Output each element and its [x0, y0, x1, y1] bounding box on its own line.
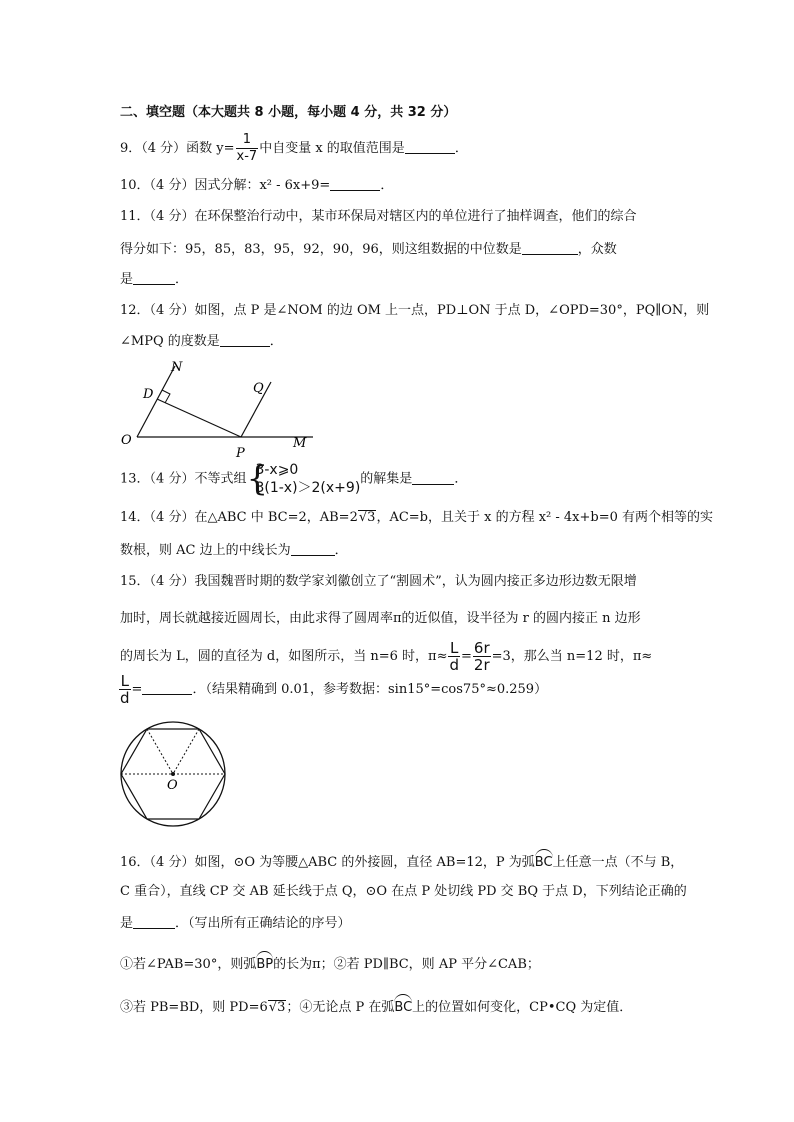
answer-blank[interactable] [412, 470, 454, 485]
question-14-line-1: 14．（4 分）在△ABC 中 BC=2，AB=2√3，AC=b，且关于 x 的方程 x² - 4x+b=0 有两个相等的实 [120, 510, 714, 525]
fraction: $\frac{1}{x-7}$ [236, 132, 258, 164]
label-m: M [293, 436, 307, 451]
fraction-l-over-d: $\frac{L}{d}$ [120, 672, 130, 707]
label-o: O [167, 778, 178, 793]
section-header: 二、填空题（本大题共 8 小题，每小题 4 分，共 32 分） [120, 105, 457, 120]
label-n: N [171, 360, 183, 375]
question-11-line-3: 是 ． [120, 272, 189, 287]
question-15-line-4: $\frac{L}{d}$ = ．（结果精确到 0.01，参考数据：sin15°=cos75°≈0.259） [120, 672, 548, 707]
answer-blank[interactable] [291, 541, 335, 556]
radius-right [173, 729, 199, 774]
answer-blank[interactable] [330, 176, 380, 191]
question-11-line-1: 11．（4 分）在环保整治行动中，某市环保局对辖区内的单位进行了抽样调查，他们的综合 [120, 209, 637, 224]
question-13: 13．（4 分）不等式组 { 3-x⩾0 3(1-x)＞2(x+9) 的解集是 ． [120, 459, 468, 499]
question-16-line-4: ①若∠PAB=30°，则弧BP的长为π；②若 PD∥BC，则 AP 平分∠CAB； [120, 952, 540, 974]
sqrt: √3 [268, 1000, 286, 1015]
answer-blank[interactable] [133, 914, 175, 929]
question-11-line-2: 得分如下：95，85，83，95，92，90，96，则这组数据的中位数是 ，众数 [120, 242, 617, 257]
answer-blank[interactable] [142, 680, 192, 695]
question-15-line-3: 的周长为 L，圆的直径为 d，如图所示，当 n=6 时，π≈ $\frac{L}{d}$ = $\frac{6r}{2r}$ =3，那么当 n=12 时，π≈ [120, 639, 653, 674]
circle-hexagon-figure [118, 719, 228, 829]
label-p: P [236, 446, 245, 461]
segment-pd [157, 399, 241, 437]
question-16-line-2: C 重合），直线 CP 交 AB 延长线于点 Q，⊙O 在点 P 处切线 PD 交 BQ 于点 D，下列结论正确的 [120, 884, 687, 899]
answer-blank[interactable] [522, 240, 578, 255]
center-point [171, 772, 175, 776]
label-d: D [143, 387, 154, 402]
arc-bc: BC [535, 850, 553, 872]
inequality-system: { 3-x⩾0 3(1-x)＞2(x+9) [246, 459, 361, 499]
answer-blank[interactable] [220, 332, 270, 347]
radius-left [147, 729, 173, 774]
brace: { [246, 459, 269, 499]
question-16-line-3: 是 ．（写出所有正确结论的序号） [120, 916, 351, 931]
question-16-line-1: 16．（4 分）如图，⊙O 为等腰△ABC 的外接圆，直径 AB=12，P 为弧BC上任意一点（不与 B， [120, 850, 683, 872]
angle-figure [115, 356, 315, 462]
question-14-line-2: 数根，则 AC 边上的中线长为 ． [120, 543, 348, 558]
question-15-line-2: 加时，周长就越接近圆周长，由此求得了圆周率π的近似值，设半径为 r 的圆内接正 n 边形 [120, 611, 641, 626]
answer-blank[interactable] [133, 270, 175, 285]
question-10: 10．（4 分）因式分解：x² - 6x+9= ． [120, 178, 394, 193]
question-9: 9．（4 分）函数 y= $\frac{1}{x-7}$ 中自变量 x 的取值范围是 ． [120, 132, 468, 164]
label-o: O [121, 433, 132, 448]
answer-blank[interactable] [405, 139, 455, 154]
fraction-l-over-d: $\frac{L}{d}$ [449, 639, 459, 674]
fraction-6r-over-2r: $\frac{6r}{2r}$ [473, 639, 490, 674]
question-12-line-2: ∠MPQ 的度数是 ． [120, 334, 283, 349]
right-angle-mark [162, 390, 170, 403]
question-16-line-5: ③若 PB=BD，则 PD=6√3；④无论点 P 在弧BC上的位置如何变化，CP•CQ 为定值． [120, 995, 632, 1017]
arc-bp: BP [256, 952, 273, 974]
sqrt: √3 [358, 510, 376, 525]
question-15-line-1: 15．（4 分）我国魏晋时期的数学家刘徽创立了“割圆术”，认为圆内接正多边形边数无限增 [120, 574, 637, 589]
question-12-line-1: 12．（4 分）如图，点 P 是∠NOM 的边 OM 上一点，PD⊥ON 于点 D，∠OPD=30°，PQ∥ON，则 [120, 303, 710, 318]
arc-bc: BC [394, 995, 412, 1017]
label-q: Q [253, 381, 264, 396]
